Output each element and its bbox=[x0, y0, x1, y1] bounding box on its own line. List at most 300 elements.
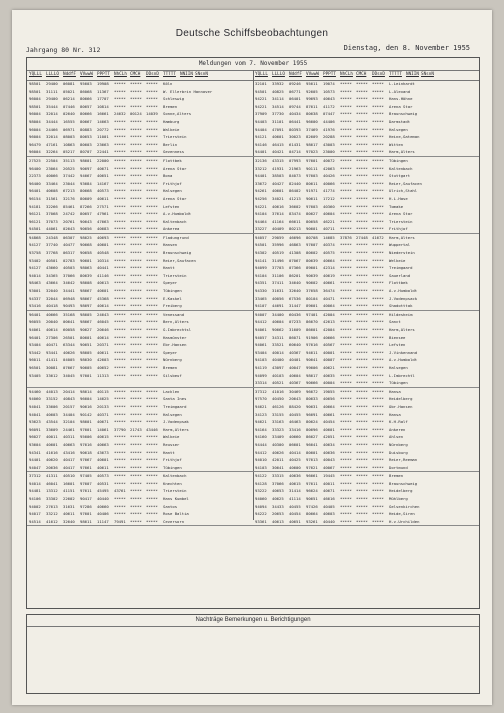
code-cell: 40693 bbox=[97, 234, 109, 240]
code-cell: ***** bbox=[372, 372, 384, 378]
code-cell: 40603 bbox=[323, 511, 335, 517]
code-cell: 96004 bbox=[29, 134, 41, 140]
code-cell: 80658 bbox=[306, 218, 318, 224]
table-row bbox=[27, 257, 479, 265]
code-cell: 40501 bbox=[46, 257, 58, 263]
code-cell: 98617 bbox=[306, 141, 318, 147]
code-cell: ***** bbox=[114, 126, 126, 132]
code-cell: 89601 bbox=[306, 265, 318, 271]
code-cell: 40421 bbox=[272, 149, 284, 155]
code-cell: 90631 bbox=[306, 403, 318, 409]
code-cell: ***** bbox=[114, 357, 126, 363]
code-cell: ***** bbox=[356, 242, 368, 248]
code-cell: ***** bbox=[114, 327, 126, 332]
code-cell: ***** bbox=[146, 403, 158, 409]
code-cell: 93416 bbox=[29, 303, 41, 309]
code-cell: ***** bbox=[340, 103, 352, 109]
code-cell: ***** bbox=[130, 411, 142, 417]
code-cell: 80639 bbox=[306, 257, 318, 263]
code-cell: 42063 bbox=[323, 165, 335, 171]
code-cell: 43673 bbox=[97, 449, 109, 455]
code-cell: 41976 bbox=[323, 126, 335, 132]
code-cell: 94222 bbox=[255, 511, 267, 517]
code-cell: ***** bbox=[340, 372, 352, 378]
code-cell: ***** bbox=[372, 157, 384, 163]
code-cell: 82440 bbox=[289, 180, 301, 186]
code-cell: ***** bbox=[356, 280, 368, 286]
code-cell: ***** bbox=[340, 327, 352, 332]
code-cell: ***** bbox=[146, 511, 158, 517]
code-cell: 44691 bbox=[272, 303, 284, 309]
ship-name-cell: Reier,Saufacen bbox=[163, 257, 196, 263]
code-cell: ***** bbox=[146, 295, 158, 301]
code-cell: 94107 bbox=[255, 303, 267, 309]
code-cell: ***** bbox=[130, 334, 142, 340]
ship-name-cell: Treimgaard bbox=[389, 265, 413, 271]
code-cell: 94611 bbox=[306, 349, 318, 355]
table-row bbox=[27, 172, 479, 180]
table-row bbox=[27, 356, 479, 364]
column-header-right-7: DDsnD bbox=[372, 72, 385, 77]
code-cell: 40601 bbox=[97, 288, 109, 294]
code-cell: 94017 bbox=[29, 511, 41, 517]
column-header-right-1: LLLLO bbox=[272, 72, 285, 77]
code-cell: ***** bbox=[372, 403, 384, 409]
code-cell: ***** bbox=[130, 165, 142, 171]
code-cell: ***** bbox=[356, 165, 368, 171]
code-cell: 40043 bbox=[323, 457, 335, 463]
code-cell: 94007 bbox=[255, 311, 267, 317]
code-cell: 93001 bbox=[29, 288, 41, 294]
code-cell: ***** bbox=[146, 503, 158, 509]
ship-name-cell: Trierstein bbox=[389, 218, 413, 224]
ship-name-cell: A.v.Humboldt bbox=[163, 211, 192, 217]
code-cell: ***** bbox=[114, 195, 126, 201]
code-cell: ***** bbox=[114, 396, 126, 402]
code-cell: 43761 bbox=[114, 488, 126, 494]
ship-name-cell: Hasmünster bbox=[163, 334, 187, 340]
code-cell: 20040 bbox=[46, 319, 58, 325]
code-cell: ***** bbox=[356, 295, 368, 301]
code-cell: 86201 bbox=[289, 272, 301, 278]
code-cell: 06317 bbox=[63, 250, 75, 256]
code-cell: ***** bbox=[372, 411, 384, 417]
code-cell: 40471 bbox=[46, 342, 58, 348]
code-cell: 32044 bbox=[46, 295, 58, 301]
code-cell: 80393 bbox=[289, 126, 301, 132]
code-cell: 80213 bbox=[289, 226, 301, 232]
code-cell: 24742 bbox=[63, 211, 75, 217]
code-cell: 82609 bbox=[306, 134, 318, 140]
code-cell: ***** bbox=[356, 464, 368, 470]
code-cell: 97401 bbox=[306, 311, 318, 317]
code-cell: 94330 bbox=[255, 288, 267, 294]
code-cell: 33612 bbox=[46, 372, 58, 378]
code-cell: 20414 bbox=[63, 388, 75, 394]
code-cell: 31631 bbox=[63, 503, 75, 509]
column-header-right-5: NhCLh bbox=[340, 72, 353, 77]
code-cell: 40367 bbox=[289, 349, 301, 355]
code-cell: ***** bbox=[356, 334, 368, 340]
code-cell: 06948 bbox=[63, 295, 75, 301]
code-cell: 32264 bbox=[46, 149, 58, 155]
code-cell: ***** bbox=[372, 134, 384, 140]
code-cell: ***** bbox=[340, 349, 352, 355]
code-cell: 90651 bbox=[80, 342, 92, 348]
ship-name-cell: Ankeren bbox=[389, 426, 406, 432]
code-cell: 96401 bbox=[29, 188, 41, 194]
table-row bbox=[27, 234, 479, 242]
code-cell: 40601 bbox=[97, 457, 109, 463]
code-cell: ***** bbox=[130, 464, 142, 470]
code-cell: 37740 bbox=[46, 242, 58, 248]
code-cell: 09744 bbox=[289, 103, 301, 109]
table-row bbox=[27, 372, 479, 380]
code-cell: ***** bbox=[372, 242, 384, 248]
table-row bbox=[27, 503, 479, 511]
ship-name-cell: Harm,Alters bbox=[389, 327, 415, 332]
column-header-left-10: SNsnN bbox=[195, 72, 208, 77]
code-cell: 30023 bbox=[289, 134, 301, 140]
code-cell: 96401 bbox=[29, 311, 41, 317]
ship-name-cell: Bern,Alters bbox=[163, 319, 189, 325]
table-row bbox=[27, 464, 479, 472]
code-cell: 96154 bbox=[29, 195, 41, 201]
code-cell: ***** bbox=[130, 357, 142, 363]
code-cell: 13312 bbox=[46, 488, 58, 494]
code-cell: 35113 bbox=[63, 157, 75, 163]
code-cell: 40401 bbox=[289, 357, 301, 363]
code-cell: ***** bbox=[372, 426, 384, 432]
code-cell: 38503 bbox=[272, 173, 284, 179]
code-cell: 94061 bbox=[255, 327, 267, 332]
code-cell: ***** bbox=[356, 349, 368, 355]
code-cell: 40604 bbox=[289, 372, 301, 378]
code-cell: 94464 bbox=[255, 218, 267, 224]
code-cell: ***** bbox=[356, 426, 368, 432]
code-cell: 07067 bbox=[289, 257, 301, 263]
code-cell: 93442 bbox=[29, 349, 41, 355]
code-cell: 80104 bbox=[306, 295, 318, 301]
code-cell: 40004 bbox=[323, 380, 335, 386]
code-cell: 34444 bbox=[46, 118, 58, 124]
code-cell: ***** bbox=[356, 111, 368, 117]
code-cell: 80603 bbox=[80, 141, 92, 147]
code-cell: ***** bbox=[114, 464, 126, 470]
code-cell: 98605 bbox=[80, 311, 92, 317]
ship-name-cell: Ceversorn bbox=[163, 518, 185, 524]
code-cell: 40611 bbox=[97, 195, 109, 201]
code-cell: ***** bbox=[130, 327, 142, 332]
code-cell: ***** bbox=[146, 357, 158, 363]
code-cell: 41213 bbox=[289, 195, 301, 201]
code-cell: 27306 bbox=[46, 334, 58, 340]
code-cell: ***** bbox=[356, 173, 368, 179]
column-header-left-4: PPPTT bbox=[97, 72, 110, 77]
table-row bbox=[27, 225, 479, 233]
code-cell: 96004 bbox=[29, 96, 41, 102]
code-cell: 37909 bbox=[255, 111, 267, 117]
code-cell: 86071 bbox=[289, 334, 301, 340]
code-cell: 90616 bbox=[80, 403, 92, 409]
code-cell: ***** bbox=[372, 250, 384, 256]
code-cell: 40671 bbox=[97, 419, 109, 425]
code-cell: ***** bbox=[372, 149, 384, 155]
table-row bbox=[27, 203, 479, 211]
code-cell: 23064 bbox=[46, 165, 58, 171]
code-cell: ***** bbox=[114, 134, 126, 140]
code-cell: ***** bbox=[114, 103, 126, 109]
column-header-right-8: TTTTT bbox=[389, 72, 402, 77]
code-cell: ***** bbox=[372, 272, 384, 278]
code-cell: 94221 bbox=[255, 103, 267, 109]
code-cell: ***** bbox=[130, 295, 142, 301]
code-cell: 40311 bbox=[63, 434, 75, 440]
code-cell: ***** bbox=[340, 334, 352, 340]
code-cell: 98630 bbox=[80, 357, 92, 363]
code-cell: 40634 bbox=[323, 441, 335, 447]
code-cell: ***** bbox=[114, 496, 126, 502]
code-cell: ***** bbox=[372, 288, 384, 294]
code-cell: 34123 bbox=[255, 411, 267, 417]
code-cell: 35168 bbox=[63, 311, 75, 317]
code-cell: 94127 bbox=[29, 265, 41, 271]
code-cell: 97570 bbox=[255, 396, 267, 402]
ship-name-cell: Venessand bbox=[163, 311, 185, 317]
code-cell: 40604 bbox=[272, 319, 284, 325]
code-cell: 89601 bbox=[306, 303, 318, 309]
table-row bbox=[27, 480, 479, 488]
ship-name-cell: Harm,Alters bbox=[389, 234, 415, 240]
code-cell: 93404 bbox=[29, 342, 41, 348]
code-cell: 88420 bbox=[289, 403, 301, 409]
issue-number: Jahrgang 80 Nr. 312 bbox=[26, 46, 101, 54]
ship-name-cell: Halsegen bbox=[389, 364, 408, 370]
code-cell: ***** bbox=[340, 342, 352, 348]
ship-name-cell: Hantt bbox=[163, 449, 175, 455]
code-cell: ***** bbox=[356, 319, 368, 325]
code-cell: 94221 bbox=[255, 96, 267, 102]
code-cell: 10573 bbox=[323, 88, 335, 94]
code-cell: 04005 bbox=[63, 357, 75, 363]
observation-group bbox=[27, 80, 479, 157]
code-cell: 33227 bbox=[255, 226, 267, 232]
code-cell: ***** bbox=[372, 327, 384, 332]
ship-name-cell: Ankerea bbox=[163, 226, 180, 232]
code-cell: 27525 bbox=[29, 157, 41, 163]
code-cell: ***** bbox=[146, 496, 158, 502]
code-cell: ***** bbox=[114, 311, 126, 317]
code-cell: 22441 bbox=[97, 149, 109, 155]
code-cell: 10314 bbox=[97, 257, 109, 263]
code-cell: ***** bbox=[114, 288, 126, 294]
code-cell: 40115 bbox=[97, 388, 109, 394]
table-row bbox=[27, 456, 479, 464]
code-cell: 94041 bbox=[29, 411, 41, 417]
code-cell: 06081 bbox=[63, 81, 75, 86]
code-cell: 40300 bbox=[272, 441, 284, 447]
table-row bbox=[27, 487, 479, 495]
code-cell: 07366 bbox=[289, 265, 301, 271]
code-cell: 98501 bbox=[29, 81, 41, 86]
code-cell: 40636 bbox=[289, 473, 301, 479]
code-cell: ***** bbox=[356, 288, 368, 294]
code-cell: ***** bbox=[130, 396, 142, 402]
code-cell: ***** bbox=[114, 265, 126, 271]
code-cell: ***** bbox=[356, 434, 368, 440]
table-row bbox=[27, 187, 479, 195]
code-cell: ***** bbox=[356, 396, 368, 402]
code-cell: 40643 bbox=[323, 96, 335, 102]
code-cell: 94122 bbox=[255, 473, 267, 479]
code-cell: ***** bbox=[356, 380, 368, 386]
code-cell: ***** bbox=[130, 211, 142, 217]
ship-name-cell: Lefsten bbox=[389, 342, 406, 348]
code-cell: 34311 bbox=[272, 334, 284, 340]
ship-name-cell: Ebr.Hansen bbox=[163, 342, 187, 348]
code-cell: ***** bbox=[146, 203, 158, 209]
code-cell: ***** bbox=[146, 319, 158, 325]
code-cell: ***** bbox=[146, 165, 158, 171]
code-cell: ***** bbox=[114, 242, 126, 248]
code-cell: 80601 bbox=[80, 334, 92, 340]
code-cell: ***** bbox=[356, 449, 368, 455]
ship-name-cell: Walkeie bbox=[163, 434, 180, 440]
code-cell: 94061 bbox=[255, 342, 267, 348]
code-cell: ***** bbox=[372, 173, 384, 179]
code-cell: ***** bbox=[340, 396, 352, 402]
table-row bbox=[27, 165, 479, 173]
code-cell: 34433 bbox=[272, 503, 284, 509]
code-cell: 61431 bbox=[289, 141, 301, 147]
code-cell: 40455 bbox=[289, 503, 301, 509]
code-cell: 02643 bbox=[63, 226, 75, 232]
table-row bbox=[27, 518, 479, 526]
code-cell: 96401 bbox=[29, 334, 41, 340]
code-cell: 40664 bbox=[323, 403, 335, 409]
code-cell: 90601 bbox=[80, 257, 92, 263]
code-cell: ***** bbox=[372, 188, 384, 194]
code-cell: ***** bbox=[114, 203, 126, 209]
code-cell: ***** bbox=[130, 195, 142, 201]
code-cell: 40418 bbox=[46, 303, 58, 309]
code-cell: 90658 bbox=[80, 250, 92, 256]
code-cell: 10863 bbox=[63, 141, 75, 147]
code-cell: 98501 bbox=[29, 103, 41, 109]
code-cell: ***** bbox=[114, 411, 126, 417]
code-cell: ***** bbox=[340, 419, 352, 425]
code-cell: 95606 bbox=[80, 434, 92, 440]
code-cell: ***** bbox=[340, 441, 352, 447]
code-cell: ***** bbox=[372, 342, 384, 348]
ship-name-cell: Hansen bbox=[163, 242, 178, 248]
code-cell: ***** bbox=[146, 434, 158, 440]
code-cell: ***** bbox=[146, 188, 158, 194]
code-cell: ***** bbox=[356, 203, 368, 209]
code-cell: ***** bbox=[114, 342, 126, 348]
code-cell: 94221 bbox=[255, 203, 267, 209]
code-cell: ***** bbox=[114, 226, 126, 232]
code-cell: 07447 bbox=[323, 111, 335, 117]
code-cell: 40615 bbox=[289, 480, 301, 486]
code-cell: 98667 bbox=[80, 295, 92, 301]
ship-name-cell: Speyer bbox=[163, 349, 178, 355]
code-cell: 97603 bbox=[306, 173, 318, 179]
code-cell: ***** bbox=[130, 141, 142, 147]
code-cell: 94127 bbox=[29, 242, 41, 248]
ship-name-cell: Santos bbox=[163, 503, 178, 509]
code-cell: 80653 bbox=[80, 134, 92, 140]
table-row bbox=[27, 403, 479, 411]
code-cell: 40510 bbox=[63, 473, 75, 479]
code-cell: ***** bbox=[356, 118, 368, 124]
code-cell: ***** bbox=[146, 464, 158, 470]
ship-name-cell: Hansa bbox=[389, 411, 401, 417]
table-row bbox=[27, 441, 479, 449]
code-cell: 24348 bbox=[46, 234, 58, 240]
code-cell: ***** bbox=[340, 257, 352, 263]
ship-name-cell: Bremen bbox=[163, 364, 178, 370]
ship-name-cell: Gelsenkirchen bbox=[389, 503, 420, 509]
code-cell: ***** bbox=[146, 303, 158, 309]
code-cell: 94014 bbox=[29, 272, 41, 278]
code-cell: 97286 bbox=[80, 503, 92, 509]
code-cell: 32136 bbox=[255, 157, 267, 163]
code-cell: 40666 bbox=[46, 311, 58, 317]
code-cell: 43097 bbox=[272, 364, 284, 370]
code-cell: ***** bbox=[356, 518, 368, 524]
code-cell: 40573 bbox=[97, 473, 109, 479]
code-cell: 33409 bbox=[272, 434, 284, 440]
code-cell: 94341 bbox=[29, 449, 41, 455]
code-cell: 40519 bbox=[272, 250, 284, 256]
code-cell: 40067 bbox=[323, 464, 335, 470]
ship-name-cell: H.L.Hase bbox=[389, 195, 408, 201]
code-cell: 80633 bbox=[306, 396, 318, 402]
code-cell: ***** bbox=[372, 88, 384, 94]
code-cell: 19445 bbox=[323, 473, 335, 479]
ship-name-cell: Heine,Gateman bbox=[389, 134, 420, 140]
table-row bbox=[27, 210, 479, 218]
code-cell: 34514 bbox=[272, 103, 284, 109]
code-cell: 16555 bbox=[63, 118, 75, 124]
code-cell: ***** bbox=[130, 434, 142, 440]
code-cell: 19908 bbox=[97, 81, 109, 86]
table-row bbox=[27, 495, 479, 503]
code-cell: 33464 bbox=[46, 180, 58, 186]
code-cell: 80609 bbox=[80, 195, 92, 201]
code-cell: ***** bbox=[130, 188, 142, 194]
code-cell: ***** bbox=[356, 357, 368, 363]
code-cell: 97611 bbox=[80, 488, 92, 494]
code-cell: 40011 bbox=[323, 480, 335, 486]
ship-name-cell: Hansa bbox=[389, 388, 401, 394]
code-cell: ***** bbox=[114, 480, 126, 486]
code-cell: 40548 bbox=[97, 250, 109, 256]
code-cell: 40661 bbox=[323, 280, 335, 286]
code-cell: 40656 bbox=[323, 396, 335, 402]
ship-name-cell: Witten bbox=[389, 141, 404, 147]
code-cell: ***** bbox=[146, 449, 158, 455]
code-cell: 90111 bbox=[306, 165, 318, 171]
code-cell: 90662 bbox=[272, 327, 284, 332]
code-cell: ***** bbox=[114, 364, 126, 370]
code-cell: ***** bbox=[114, 211, 126, 217]
code-cell: ***** bbox=[340, 449, 352, 455]
code-cell: 37469 bbox=[306, 126, 318, 132]
code-cell: ***** bbox=[372, 118, 384, 124]
code-cell: ***** bbox=[146, 149, 158, 155]
